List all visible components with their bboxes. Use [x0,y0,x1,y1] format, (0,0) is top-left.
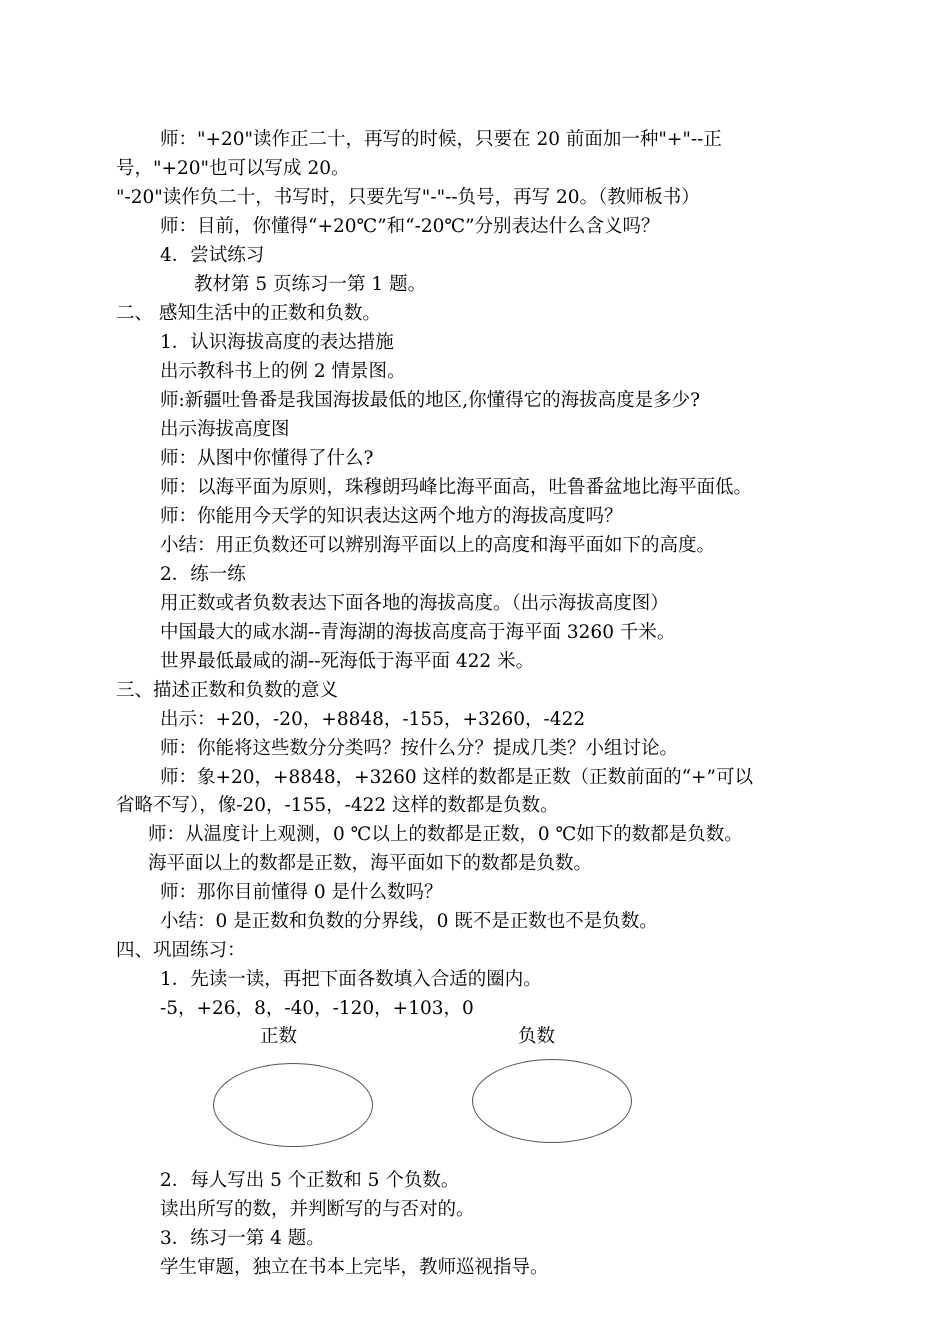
section-heading: 2．练一练 [160,564,246,585]
text-line: 师：那你目前懂得 0 是什么数吗？ [160,882,443,903]
positive-circle [213,1063,373,1147]
text-line: 师：从温度计上观测，0 ℃以上的数都是正数，0 ℃如下的数都是负数。 [148,824,743,845]
text-line: 师：你能用今天学的知识表达这两个地方的海拔高度吗？ [160,506,623,527]
text-line: 小结：0 是正数和负数的分界线，0 既不是正数也不是负数。 [160,911,658,932]
text-line: 师：象+20，+8848，+3260 这样的数都是正数（正数前面的“+”可以 [160,767,754,788]
text-line: 世界最低最咸的湖--死海低于海平面 422 米。 [160,651,535,672]
text-line: 中国最大的咸水湖--青海湖的海拔高度高于海平面 3260 千米。 [160,622,676,643]
text-line: 师:新疆吐鲁番是我国海拔最低的地区,你懂得它的海拔高度是多少? [160,390,701,411]
text-line: 学生审题，独立在书本上完毕，教师巡视指导。 [160,1257,549,1278]
text-line: 号，"+20"也可以写成 20。 [116,158,350,179]
text-line: 师：从图中你懂得了什么? [160,448,374,469]
section-heading: 4．尝试练习 [160,245,265,266]
text-line: 读出所写的数，并判断写的与否对的。 [160,1199,475,1220]
text-line: -5，+26，8，-40，-120，+103，0 [160,998,474,1019]
section-heading: 3．练习一第 4 题。 [160,1228,325,1249]
text-line: 小结：用正负数还可以辨别海平面以上的高度和海平面如下的高度。 [160,535,716,556]
text-line: 师：目前，你懂得“+20℃”和“-20℃”分别表达什么含义吗？ [160,216,660,237]
positive-label: 正数 [260,1026,298,1047]
text-line: 出示：+20，-20，+8848，-155，+3260，-422 [160,709,586,730]
text-line: 师：以海平面为原则，珠穆朗玛峰比海平面高，吐鲁番盆地比海平面低。 [160,477,753,498]
text-line: 教材第 5 页练习一第 1 题。 [194,274,427,295]
text-line: 师："+20"读作正二十，再写的时候，只要在 20 前面加一种"+"--正 [160,129,722,150]
section-heading: 三、描述正数和负数的意义 [116,680,339,701]
text-line: 海平面以上的数都是正数，海平面如下的数都是负数。 [148,853,593,874]
text-line: 出示海拔高度图 [160,419,290,440]
section-heading: 2．每人写出 5 个正数和 5 个负数。 [160,1170,460,1191]
text-line: "-20"读作负二十，书写时，只要先写"-"--负号，再写 20。（教师板书） [116,187,700,208]
section-heading: 1．先读一读，再把下面各数填入合适的圈内。 [160,969,542,990]
text-line: 省略不写），像-20，-155，-422 这样的数都是负数。 [116,795,559,816]
text-line: 用正数或者负数表达下面各地的海拔高度。（出示海拔高度图） [160,593,669,614]
negative-label: 负数 [518,1026,556,1047]
section-heading: 1．认识海拔高度的表达措施 [160,332,394,353]
text-line: 师：你能将这些数分分类吗？按什么分？提成几类？小组讨论。 [160,738,679,759]
negative-circle [472,1059,632,1143]
section-heading: 二、 感知生活中的正数和负数。 [116,303,381,324]
section-heading: 四、巩固练习： [116,940,246,961]
text-line: 出示教科书上的例 2 情景图。 [160,361,406,382]
